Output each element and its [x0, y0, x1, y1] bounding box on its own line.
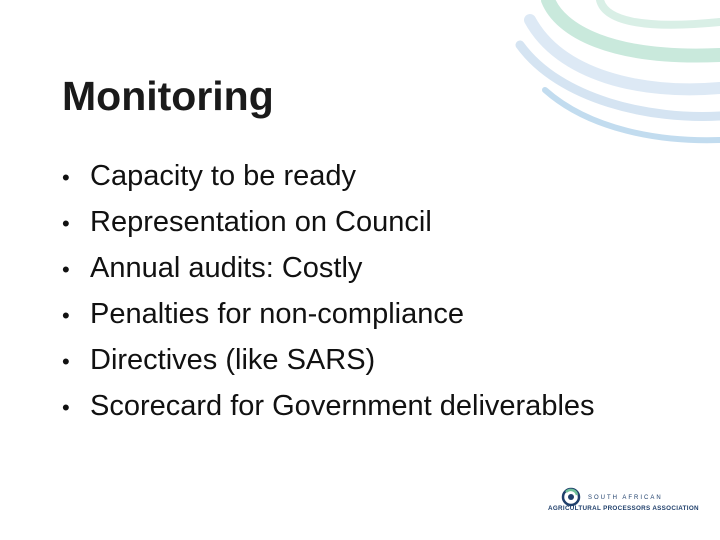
- bullet-text: Directives (like SARS): [90, 344, 376, 376]
- logo-text-bottom: AGRICULTURAL PROCESSORS ASSOCIATION: [548, 505, 699, 512]
- bullet-icon: •: [62, 211, 70, 236]
- bullet-text: Annual audits: Costly: [90, 252, 363, 284]
- bullet-text: Penalties for non-compliance: [90, 298, 464, 330]
- bullet-icon: •: [62, 165, 70, 190]
- bullet-list: [62, 160, 595, 436]
- bullet-icon: •: [62, 257, 70, 282]
- logo-text-top: SOUTH AFRICAN: [588, 495, 663, 501]
- bullet-text: Scorecard for Government deliverables: [90, 390, 595, 422]
- list-item: [62, 160, 595, 206]
- bullet-text: Capacity to be ready: [90, 160, 356, 192]
- list-item: [62, 390, 595, 436]
- bullet-text: Representation on Council: [90, 206, 432, 238]
- list-item: [62, 344, 595, 390]
- list-item: [62, 252, 595, 298]
- bullet-icon: •: [62, 349, 70, 374]
- bullet-icon: •: [62, 395, 70, 420]
- association-logo: [548, 486, 698, 516]
- slide-title: Monitoring: [62, 73, 274, 119]
- bullet-icon: •: [62, 303, 70, 328]
- list-item: [62, 298, 595, 344]
- list-item: [62, 206, 595, 252]
